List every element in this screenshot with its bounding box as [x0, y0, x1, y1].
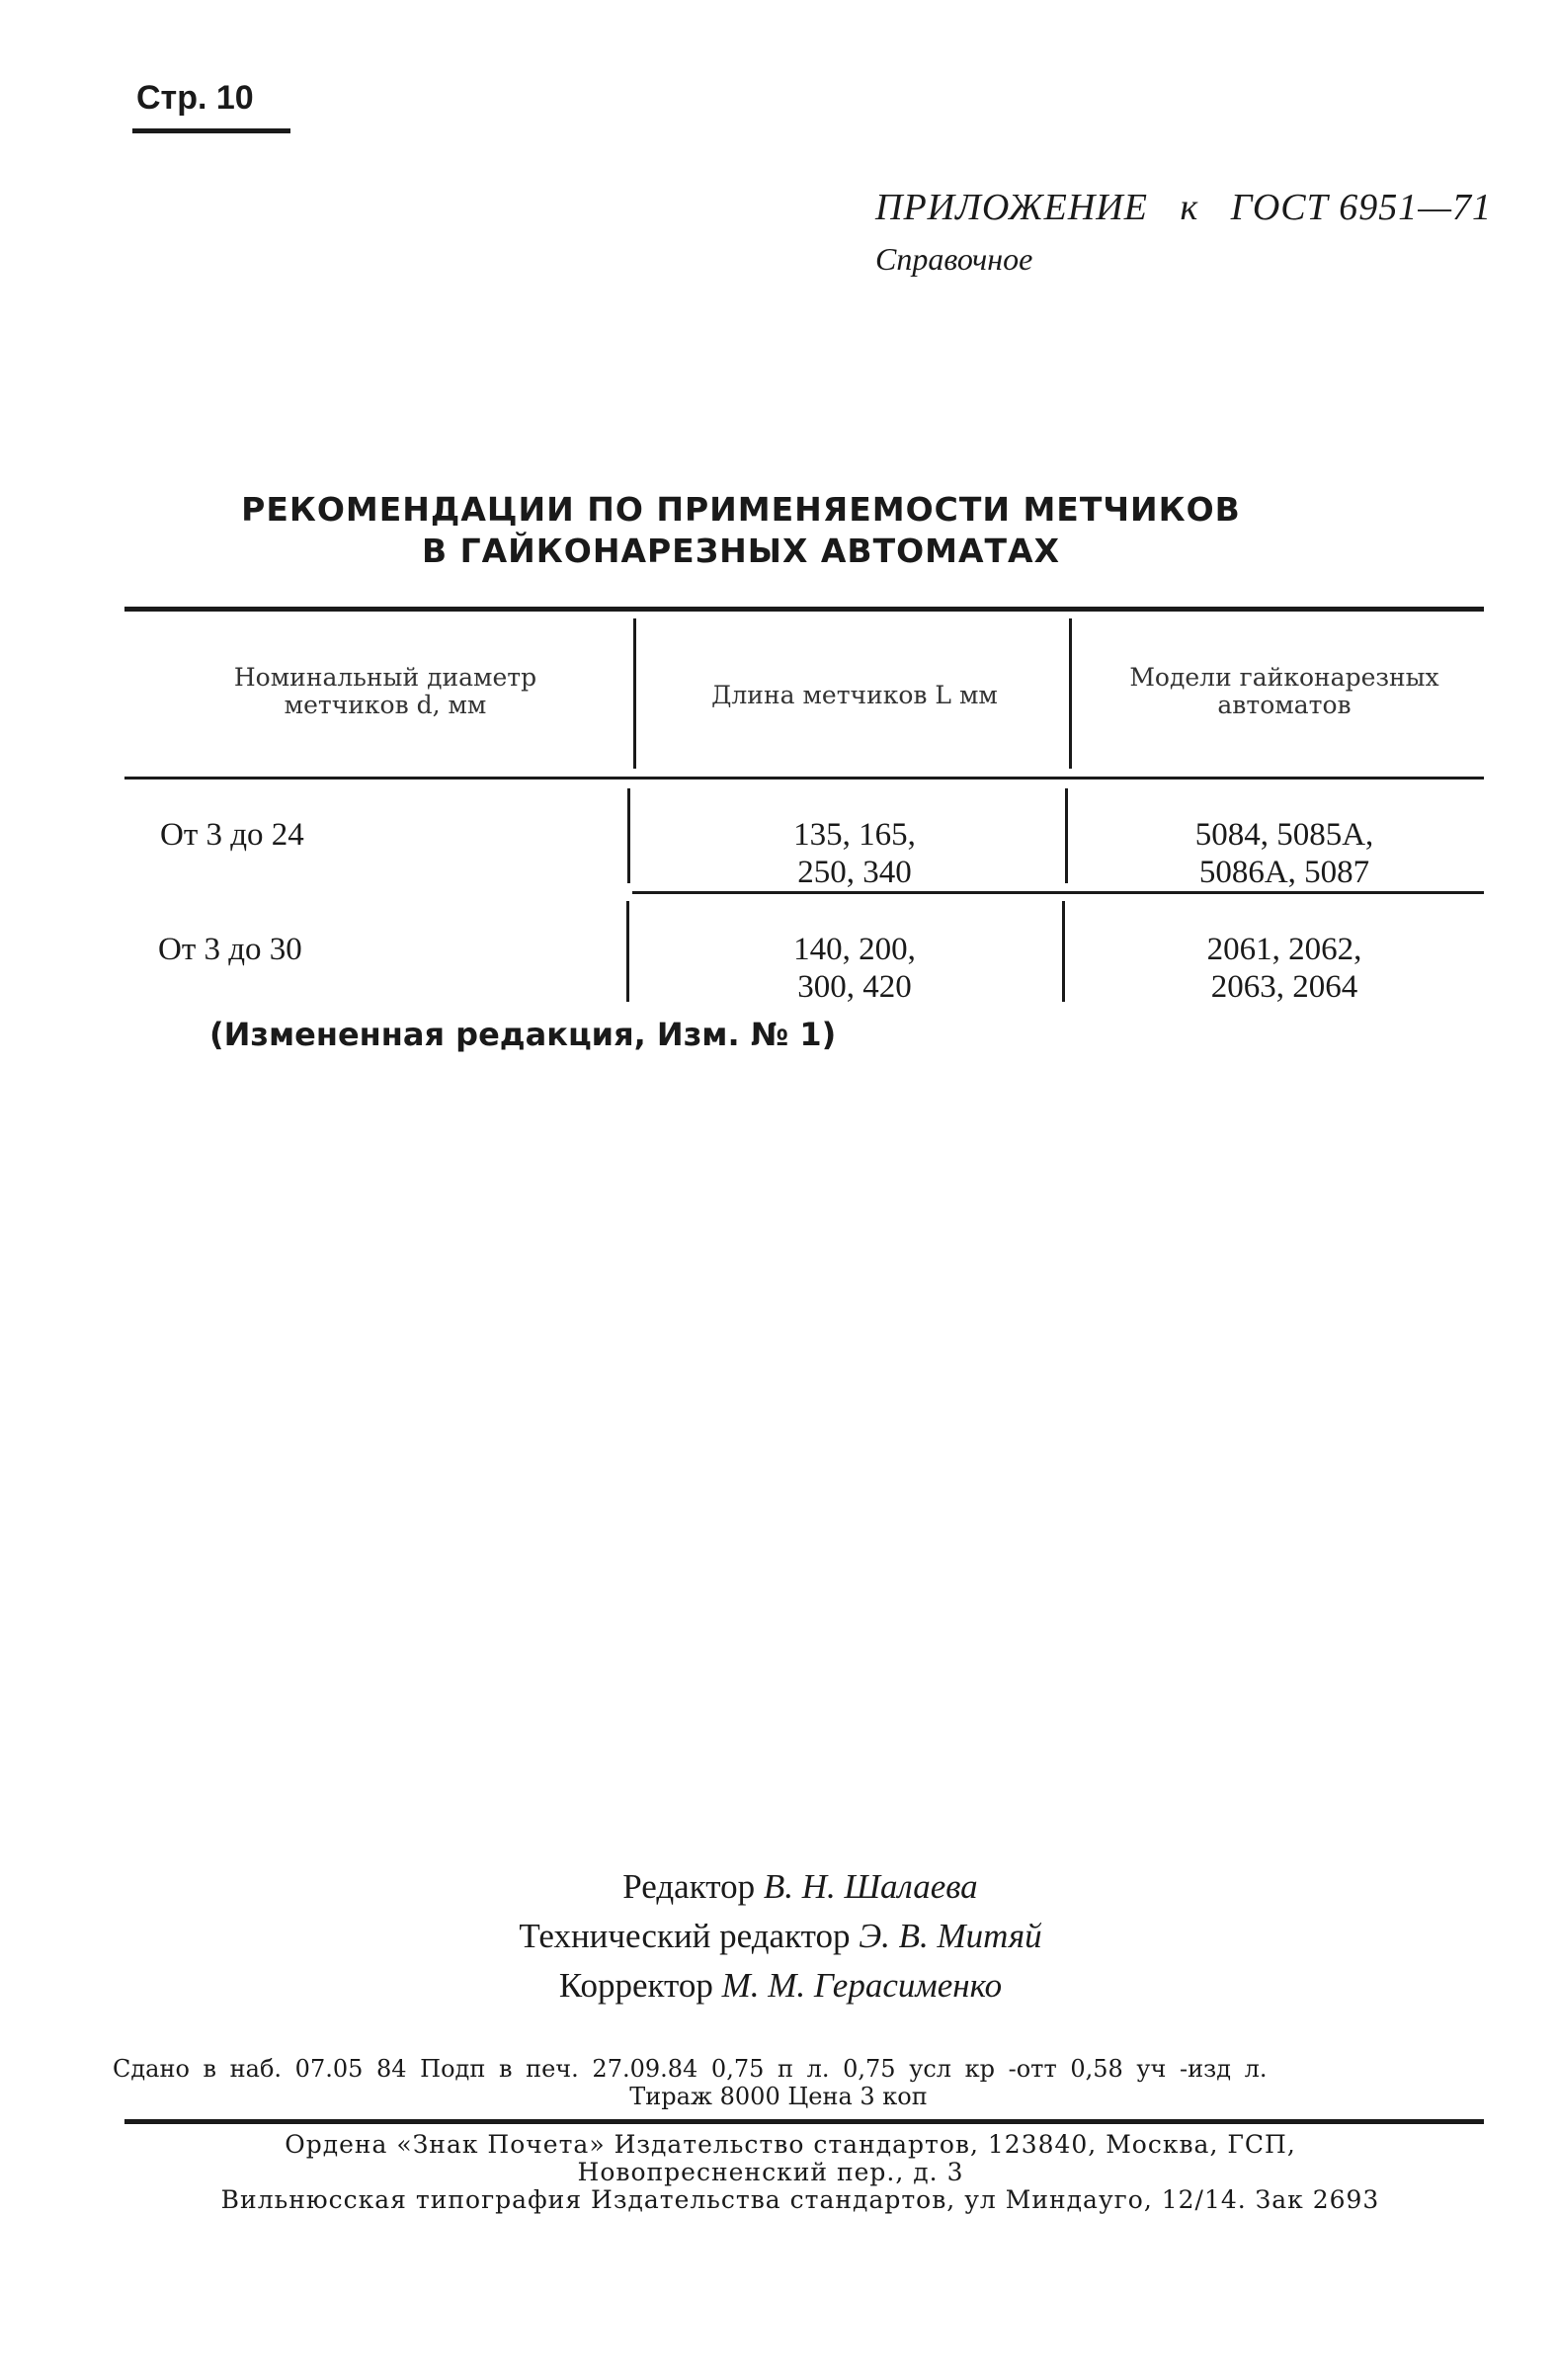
publisher-line-1: Ордена «Знак Почета» Издательство стандартов, 123840, Москва, ГСП, — [285, 2130, 1296, 2159]
publisher-line-2: Новопресненский пер., д. 3 — [577, 2158, 964, 2186]
amendment-note: (Измененная редакция, Изм. № 1) — [209, 1016, 837, 1053]
table-cell-models-line1: 2061, 2062, — [1206, 932, 1362, 967]
credit-tech-editor — [40, 1917, 1521, 1956]
table-cell-length-line2: 250, 340 — [797, 855, 912, 890]
imprint-rule — [124, 2119, 1484, 2124]
page-number: Стр. 10 — [136, 79, 254, 117]
appendix-heading — [875, 186, 1492, 229]
column-divider — [627, 788, 630, 883]
table-header-models-line2: автоматов — [1217, 691, 1352, 719]
table-header-length — [652, 682, 1057, 709]
table-cell-diameter: От 3 до 30 — [158, 932, 302, 967]
table-header-diameter-line2: метчиков d, мм — [284, 691, 487, 719]
imprint-line-2: Тираж 8000 Цена 3 коп — [629, 2083, 928, 2110]
table-cell-models — [1087, 931, 1482, 1006]
table-cell-length — [652, 816, 1057, 891]
table-cell-models-line2: 2063, 2064 — [1210, 969, 1358, 1005]
credit-tech-editor-name: Э. В. Митяй — [859, 1917, 1042, 1955]
table-cell-models-line2: 5086А, 5087 — [1198, 855, 1370, 890]
table-cell-models — [1087, 816, 1482, 891]
page-number-underline — [132, 128, 290, 133]
table-header-models-line1: Модели гайконарезных — [1129, 663, 1439, 692]
table-header-length-line1: Длина метчиков L мм — [711, 681, 998, 709]
credit-tech-editor-role: Технический редактор — [519, 1917, 851, 1955]
document-title-line-1: РЕКОМЕНДАЦИИ ПО ПРИМЕНЯЕМОСТИ МЕТЧИКОВ — [241, 490, 1241, 529]
column-divider — [633, 618, 636, 769]
table-header-diameter-line1: Номинальный диаметр — [233, 663, 537, 692]
appendix-standard: ГОСТ 6951—71 — [1230, 187, 1493, 228]
table-cell-diameter: От 3 до 24 — [160, 817, 304, 853]
credit-editor — [59, 1867, 1541, 1907]
document-title-line-2: В ГАЙКОНАРЕЗНЫХ АВТОМАТАХ — [421, 532, 1061, 570]
credit-proofreader-role: Корректор — [558, 1966, 713, 2005]
column-divider — [626, 901, 629, 1002]
table-header-diameter — [198, 664, 573, 719]
appendix-label: ПРИЛОЖЕНИЕ — [875, 187, 1148, 228]
publisher-line-3: Вильнюсская типография Издательства стандартов, ул Миндауго, 12/14. Зак 2693 — [220, 2185, 1380, 2214]
table-header-rule — [124, 777, 1484, 780]
table-top-rule — [124, 607, 1484, 612]
imprint-line-1: Сдано в наб. 07.05 84 Подп в печ. 27.09.84 0,75 п л. 0,75 усл кр -отт 0,58 уч -изд л. — [113, 2055, 1268, 2083]
credit-editor-name: В. Н. Шалаева — [763, 1867, 978, 1906]
table-header-models — [1087, 664, 1482, 719]
table-cell-models-line1: 5084, 5085А, — [1194, 817, 1374, 853]
table-cell-length — [652, 931, 1057, 1006]
table-row-rule — [632, 891, 1484, 894]
column-divider — [1065, 788, 1068, 883]
table-cell-length-line1: 135, 165, — [793, 817, 916, 853]
credit-editor-role: Редактор — [622, 1867, 756, 1906]
table-cell-length-line1: 140, 200, — [793, 932, 916, 967]
column-divider — [1069, 618, 1072, 769]
table-cell-length-line2: 300, 420 — [797, 969, 912, 1005]
appendix-status: Справочное — [875, 241, 1033, 277]
credit-proofreader — [40, 1966, 1521, 2006]
appendix-to: к — [1180, 187, 1199, 228]
column-divider — [1062, 901, 1065, 1002]
credit-proofreader-name: М. М. Герасименко — [721, 1966, 1003, 2005]
